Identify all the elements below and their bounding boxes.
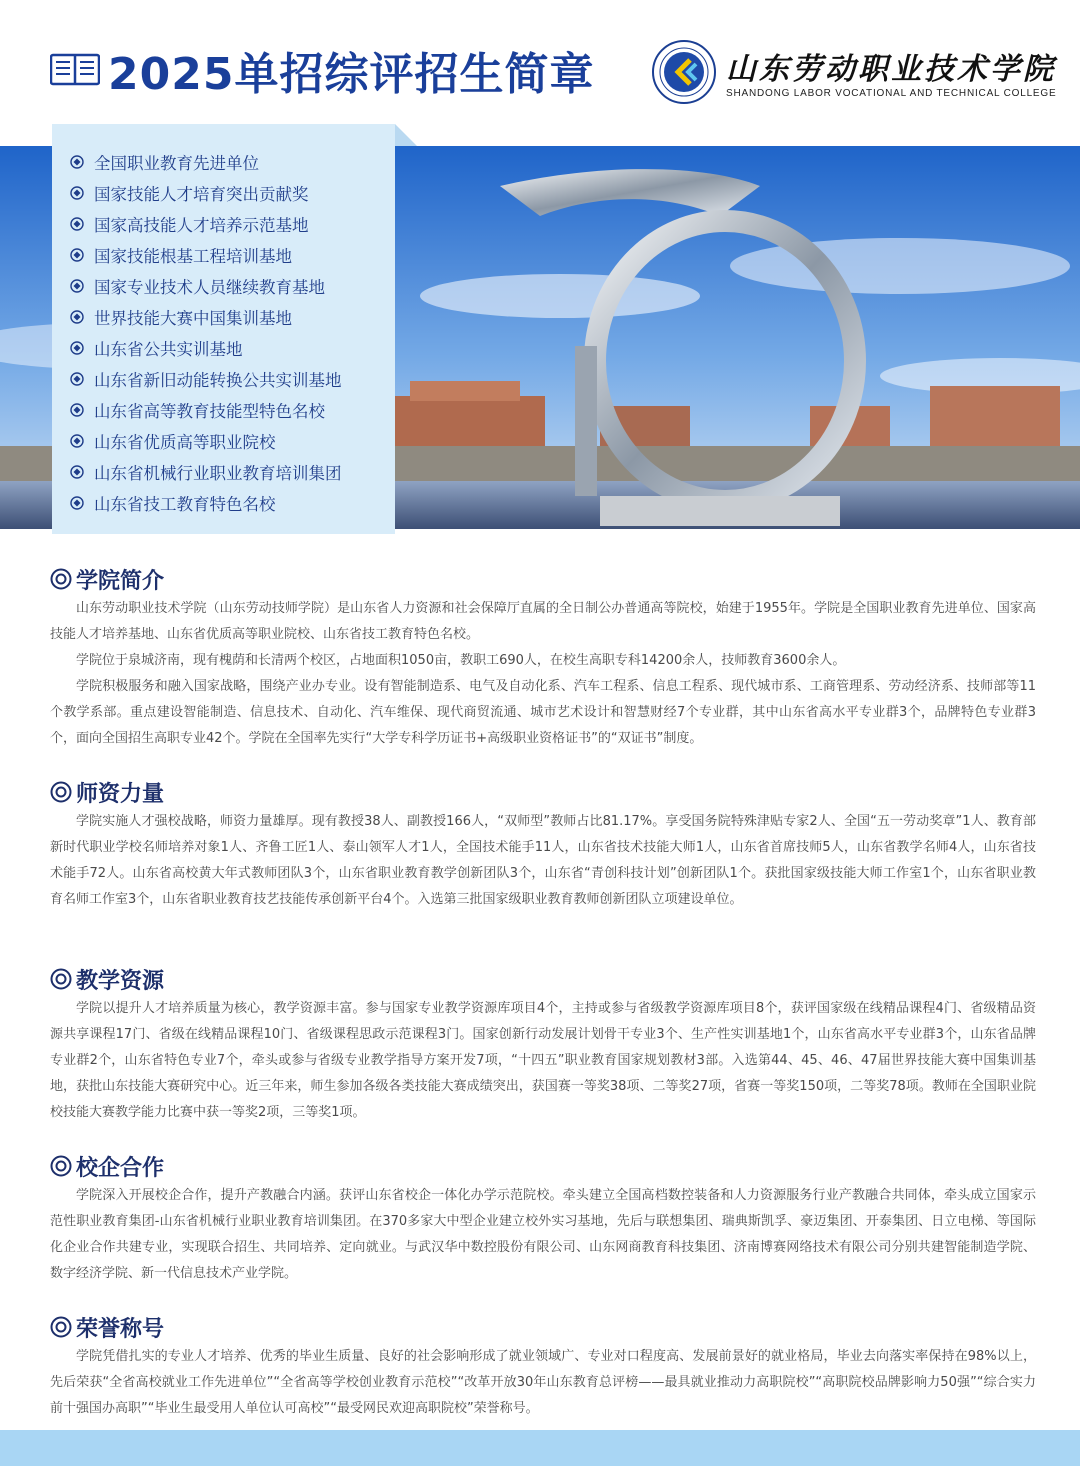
section-intro xyxy=(50,562,1036,752)
honor-item xyxy=(70,425,395,456)
diamond-bullet-icon xyxy=(70,279,84,293)
college-name-en: SHANDONG LABOR VOCATIONAL AND TECHNICAL COLLEGE xyxy=(726,88,1057,99)
diamond-bullet-icon xyxy=(70,341,84,355)
honor-label: 国家技能人才培育突出贡献奖 xyxy=(94,184,309,204)
diamond-bullet-icon xyxy=(70,248,84,262)
section-title: 校企合作 xyxy=(50,1149,1036,1183)
honor-label: 世界技能大赛中国集训基地 xyxy=(94,308,292,328)
double-circle-icon xyxy=(50,968,72,990)
honor-item xyxy=(70,394,395,425)
section-title: 师资力量 xyxy=(50,775,1036,809)
honor-label: 山东省公共实训基地 xyxy=(94,339,243,359)
honor-item xyxy=(70,146,395,177)
honor-item xyxy=(70,208,395,239)
honor-item xyxy=(70,301,395,332)
diamond-bullet-icon xyxy=(70,465,84,479)
bottom-bar xyxy=(0,1430,1080,1466)
honors-panel-corner xyxy=(395,124,417,146)
college-name-cn: 山东劳动职业技术学院 xyxy=(726,52,1056,87)
honor-label: 国家技能根基工程培训基地 xyxy=(94,246,292,266)
section-honorary-titles xyxy=(50,1310,1036,1422)
section-paragraph: 学院实施人才强校战略，师资力量雄厚。现有教授38人、副教授166人，“双师型”教师占比81.17%。享受国务院特殊津贴专家2人、全国“五一劳动奖章”1人、教育部新时代职业学校名师培养对象1人、齐鲁工匠1人、泰山领军人才1人，全国技术能手11人，山东省技术技能大师1人，山东省首席技师5人，山东省教学名师4人，山东省技术能手72人。山东省高校黄大年式教师团队3个，山东省职业教育教学创新团队3个，山东省“青创科技计划”创新团队1个。获批国家级技能大师工作室1个，山东省职业教育名师工作室3个，山东省职业教育技艺技能传承创新平台4个。入选第三批国家级职业教育教师创新团队立项建设单位。 xyxy=(50,814,1036,907)
section-paragraph: 学院深入开展校企合作，提升产教融合内涵。获评山东省校企一体化办学示范院校。牵头建立全国高档数控装备和人力资源服务行业产教融合共同体，牵头成立国家示范性职业教育集团-山东省机械行业职业教育培训集团。在370多家大中型企业建立校外实习基地，先后与联想集团、瑞典斯凯孚、豪迈集团、开泰集团、日立电梯、等国际化企业合作共建专业，实现联合招生、共同培养、定向就业。与武汉华中数控股份有限公司、山东网商教育科技集团、济南博赛网络技术有限公司分别共建智能制造学院、数字经济学院、新一代信息技术产业学院。 xyxy=(50,1188,1036,1281)
diamond-bullet-icon xyxy=(70,403,84,417)
section-paragraph: 学院位于泉城济南，现有槐荫和长清两个校区，占地面积1050亩，教职工690人，在校生高职专科14200余人，技师教育3600余人。 xyxy=(76,653,846,668)
diamond-bullet-icon xyxy=(70,496,84,510)
section-paragraph: 学院以提升人才培养质量为核心，教学资源丰富。参与国家专业教学资源库项目4个，主持或参与省级教学资源库项目8个，获评国家级在线精品课程4门、省级精品资源共享课程17门、省级在线精品课程10门、省级课程思政示范课程3门。国家创新行动发展计划骨干专业3个、生产性实训基地1个，山东省高水平专业群3个，山东省品牌专业群2个，山东省特色专业7个，牵头或参与省级专业教学指导方案开发7项，“十四五”职业教育国家规划教材3部。入选第44、45、46、47届世界技能大赛中国集训基地，获批山东技能大赛研究中心。近三年来，师生参加各级各类技能大赛成绩突出，获国赛一等奖38项、二等奖27项，省赛一等奖150项，二等奖78项。教师在全国职业院校技能大赛教学能力比赛中获一等奖2项，三等奖1项。 xyxy=(50,1001,1036,1120)
diamond-bullet-icon xyxy=(70,217,84,231)
header xyxy=(0,0,1080,140)
honor-item xyxy=(70,332,395,363)
honor-label: 山东省新旧动能转换公共实训基地 xyxy=(94,370,342,390)
section-title: 荣誉称号 xyxy=(50,1310,1036,1344)
honor-label: 山东省机械行业职业教育培训集团 xyxy=(94,463,342,483)
honors-list xyxy=(52,124,395,518)
diamond-bullet-icon xyxy=(70,155,84,169)
honor-item xyxy=(70,363,395,394)
double-circle-icon xyxy=(50,781,72,803)
section-paragraph: 学院凭借扎实的专业人才培养、优秀的毕业生质量、良好的社会影响形成了就业领域广、专业对口程度高、发展前景好的就业格局，毕业去向落实率保持在98%以上，先后荣获“全省高校就业工作先进单位”“全省高等学校创业教育示范校”“改革开放30年山东教育总评榜——最具就业推动力高职院校”“高职院校品牌影响力50强”“综合实力前十强国办高职”“毕业生最受用人单位认可高校”“最受网民欢迎高职院校”荣誉称号。 xyxy=(50,1349,1036,1416)
honor-label: 全国职业教育先进单位 xyxy=(94,153,259,173)
honor-label: 国家专业技术人员继续教育基地 xyxy=(94,277,325,297)
section-paragraph: 山东劳动职业技术学院（山东劳动技师学院）是山东省人力资源和社会保障厅直属的全日制公办普通高等院校，始建于1955年。学院是全国职业教育先进单位、国家高技能人才培养基地、山东省优质高等职业院校、山东省技工教育特色名校。 xyxy=(50,601,1036,642)
honor-label: 国家高技能人才培养示范基地 xyxy=(94,215,309,235)
honors-panel xyxy=(52,124,395,534)
honor-label: 山东省优质高等职业院校 xyxy=(94,432,276,452)
section-teaching-resources xyxy=(50,962,1036,1126)
hero-banner xyxy=(0,124,1080,529)
honor-item xyxy=(70,487,395,518)
college-seal-logo xyxy=(652,40,716,104)
section-faculty xyxy=(50,775,1036,913)
double-circle-icon xyxy=(50,568,72,590)
honor-item xyxy=(70,456,395,487)
page-title: 2025单招综评招生简章 xyxy=(108,49,595,100)
honor-item xyxy=(70,270,395,301)
section-title: 学院简介 xyxy=(50,562,1036,596)
diamond-bullet-icon xyxy=(70,372,84,386)
double-circle-icon xyxy=(50,1155,72,1177)
double-circle-icon xyxy=(50,1316,72,1338)
honor-label: 山东省高等教育技能型特色名校 xyxy=(94,401,325,421)
honor-item xyxy=(70,177,395,208)
diamond-bullet-icon xyxy=(70,434,84,448)
section-paragraph: 学院积极服务和融入国家战略，围绕产业办专业。设有智能制造系、电气及自动化系、汽车工程系、信息工程系、现代城市系、工商管理系、劳动经济系、技师部等11个教学系部。重点建设智能制造、信息技术、自动化、汽车维保、现代商贸流通、城市艺术设计和智慧财经7个专业群，其中山东省高水平专业群3个，品牌特色专业群3个，面向全国招生高职专业42个。学院在全国率先实行“大学专科学历证书+高级职业资格证书”的“双证书”制度。 xyxy=(50,679,1036,746)
book-icon xyxy=(50,52,100,86)
honor-item xyxy=(70,239,395,270)
diamond-bullet-icon xyxy=(70,186,84,200)
diamond-bullet-icon xyxy=(70,310,84,324)
honor-label: 山东省技工教育特色名校 xyxy=(94,494,276,514)
section-title: 教学资源 xyxy=(50,962,1036,996)
section-industry-cooperation xyxy=(50,1149,1036,1287)
